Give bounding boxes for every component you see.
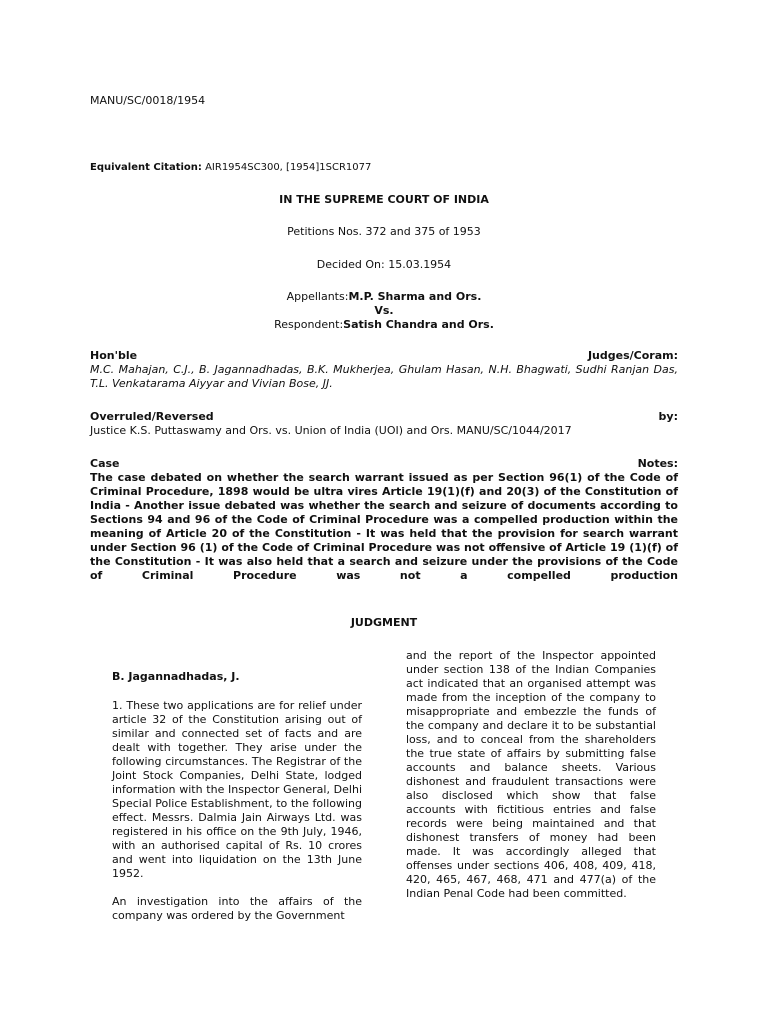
coram-label-left: Hon'ble [90,349,138,362]
case-notes-label-right: Notes: [637,457,678,470]
overruled-text: Justice K.S. Puttaswamy and Ors. vs. Union of India (UOI) and Ors. MANU/SC/1044/2017 [90,424,572,437]
overruled-label-right: by: [658,410,678,423]
equivalent-citation-value: AIR1954SC300, [1954]1SCR1077 [205,162,372,173]
respondent-label: Respondent: [274,318,344,331]
appellants-name: M.P. Sharma and Ors. [348,290,482,303]
case-notes-text: The case debated on whether the search warrant issued as per Section 96(1) of the Code of Criminal Procedure, 1898 would be ultra vires Article 19(1)(f) and 20(3) of the Constitution of India - Another issue debated was whether the search and seizure of documents according to Sections 94 and 96 of the Code of Criminal Procedure was a compelled production within the meaning of Article 20 of the Constitution - It was held that the provision for search warrant under Section 96 (1) of the Code of Criminal Procedure was not offensive of Article 19 (1)(f) of the Constitution - It was also held that a search and seizure under the provisions of the Code of Criminal Procedure was not a compelled production [90,471,678,582]
judgment-left-column [112,699,362,923]
judgment-paragraph-1: 1. These two applications are for relief under article 32 of the Constitution arising out of similar and connected set of facts and are dealt with together. They arise under the following circumstances. The Registrar of the Joint Stock Companies, Delhi State, lodged information with the Inspector General, Delhi Special Police Establishment, to the following effect. Messrs. Dalmia Jain Airways Ltd. was registered in his office on the 9th July, 1946, with an authorised capital of Rs. 10 crores and went into liquidation on the 13th June 1952. [112,699,362,880]
case-notes-label-left: Case [90,457,120,470]
coram-heading [90,349,678,363]
decided-date: Decided On: 15.03.1954 [316,258,452,271]
equivalent-citation-label: Equivalent Citation: [90,162,202,173]
coram-label-right: Judges/Coram: [587,349,678,362]
judgment-right-paragraph: and the report of the Inspector appointed under section 138 of the Indian Companies act indicated that an organised attempt was made from the inception of the company to misappropriate and embezzle the funds of the company and declare it to be substantial loss, and to conceal from the shareholders the true state of affairs by submitting false accounts and balance sheets. Various dishonest and fraudulent transactions were also disclosed which show that false accounts with fictitious entries and false records were being maintained and that dishonest transfers of money had been made. It was accordingly alleged that offenses under sections 406, 408, 409, 418, 420, 465, 467, 468, 471 and 477(a) of the Indian Penal Code had been committed. [406,649,656,900]
judgment-right-column [406,649,656,901]
overruled-heading [90,410,678,424]
case-notes-heading [90,457,678,471]
coram-judges: M.C. Mahajan, C.J., B. Jagannadhadas, B.K. Mukherjea, Ghulam Hasan, N.H. Bhagwati, Sudhi Ranjan Das, T.L. Venkatarama Aiyyar and Vivian Bose, JJ. [90,363,678,390]
versus: Vs. [374,304,394,317]
overruled-label-left: Overruled/Reversed [90,410,214,423]
equivalent-citation [90,161,371,174]
appellants-label: Appellants: [286,290,349,303]
judgment-author: B. Jagannadhadas, J. [112,670,240,683]
petition-numbers: Petitions Nos. 372 and 375 of 1953 [287,225,481,238]
appellants-line [0,290,768,304]
respondent-line [0,318,768,332]
judgment-heading: JUDGMENT [350,616,418,629]
respondent-name: Satish Chandra and Ors. [343,318,494,331]
manu-citation: MANU/SC/0018/1954 [90,94,206,107]
court-name: IN THE SUPREME COURT OF INDIA [279,193,489,206]
judgment-paragraph-2-start: An investigation into the affairs of the company was ordered by the Government [112,895,362,922]
